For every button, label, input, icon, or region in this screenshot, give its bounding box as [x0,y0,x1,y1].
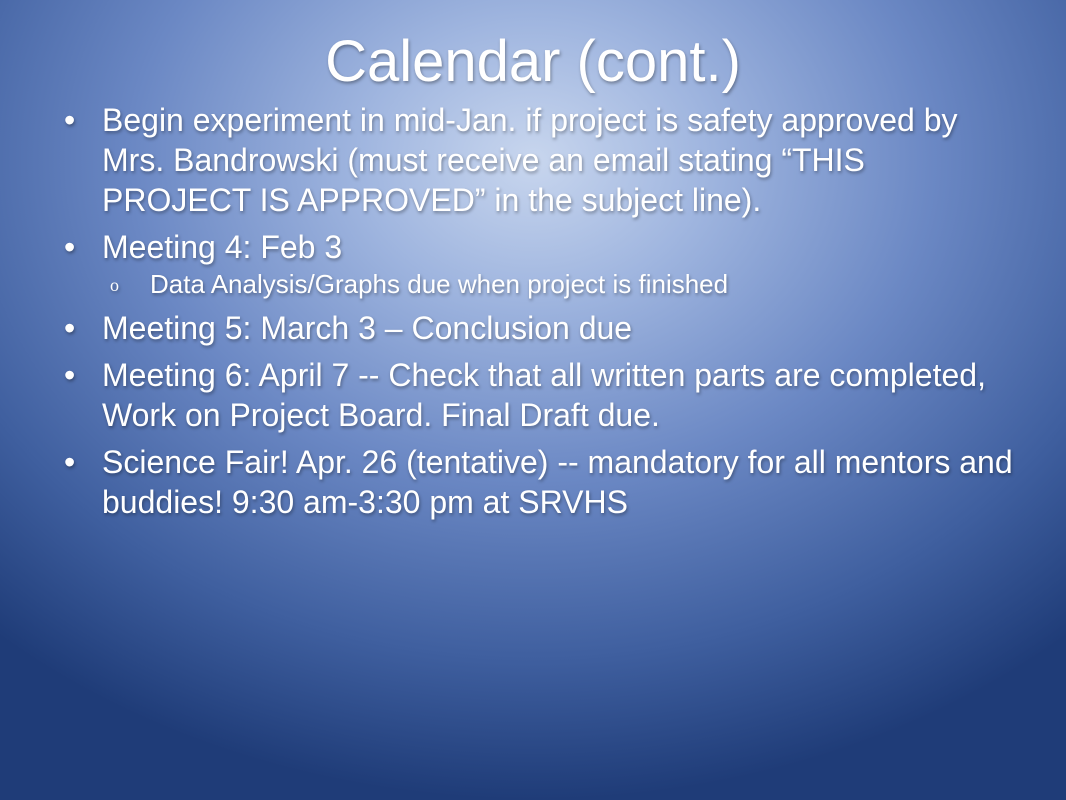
bullet-text: Science Fair! Apr. 26 (tentative) -- mandatory for all mentors and buddies! 9:30 am-3:30 pm at SRVHS [102,444,1013,520]
bullet-item [60,308,1020,348]
bullet-dot-icon: • [64,102,76,138]
bullet-item [60,227,1020,301]
sub-bullet-circle-icon: o [110,275,119,295]
bullet-dot-icon: • [64,357,76,393]
bullet-dot-icon: • [64,229,76,265]
bullet-item [60,442,1020,522]
sub-bullet-item [102,267,1020,301]
bullet-list [60,100,1020,529]
bullet-item [60,100,1020,220]
bullet-dot-icon: • [64,444,76,480]
bullet-text: Begin experiment in mid-Jan. if project is safety approved by Mrs. Bandrowski (must receive an email stating “THIS PROJECT IS APPROVED” in the subject line). [102,102,958,218]
slide-title: Calendar (cont.) [325,29,741,94]
sub-bullet-text: Data Analysis/Graphs due when project is finished [150,269,729,299]
bullet-text: Meeting 6: April 7 -- Check that all written parts are completed, Work on Project Board. Final Draft due. [102,357,986,433]
bullet-item [60,355,1020,435]
bullet-text: Meeting 5: March 3 – Conclusion due [102,310,633,346]
sub-bullet-list [102,267,1020,301]
bullet-text: Meeting 4: Feb 3 [102,229,343,265]
bullet-dot-icon: • [64,310,76,346]
